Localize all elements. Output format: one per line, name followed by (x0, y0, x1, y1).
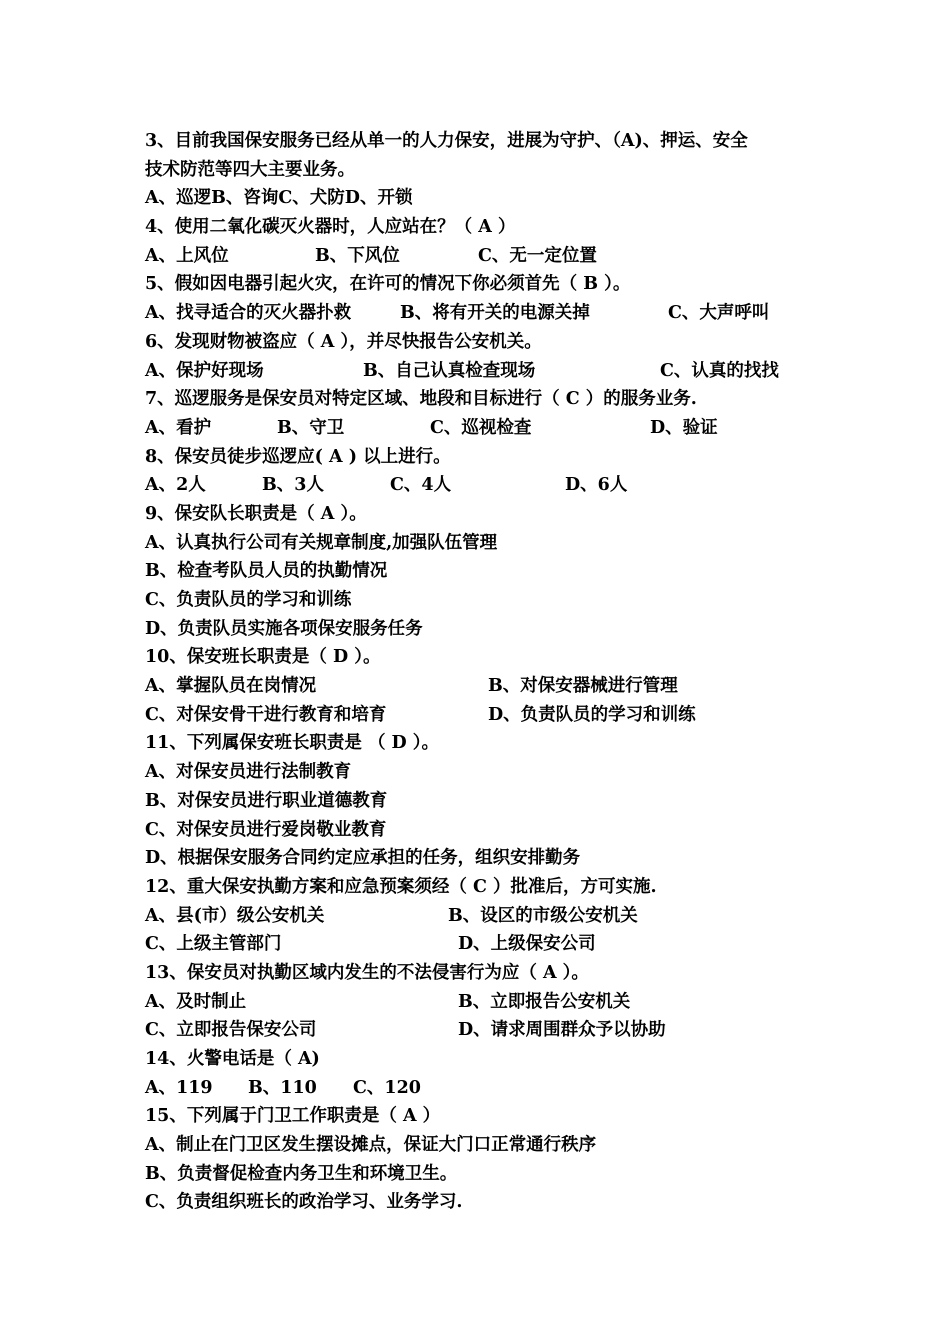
option-a: A、119 (145, 1077, 213, 1098)
question-14-options (145, 1074, 825, 1103)
option-c: C、立即报告保安公司 (145, 1020, 317, 1041)
option-text: B、负责督促检查内务卫生和环境卫生。 (145, 1163, 458, 1184)
question-15: 15、下列属于门卫工作职责是（ A ） (145, 1106, 441, 1127)
option-b: B、3人 (262, 475, 324, 496)
option-b: B、将有开关的电源关掉 (400, 303, 590, 324)
question-15-option-c (145, 1188, 825, 1217)
option-a: A、看护 (145, 417, 212, 438)
option-a: A、及时制止 (145, 991, 247, 1012)
option-b: B、对保安器械进行管理 (488, 676, 678, 697)
question-7: 7、巡逻服务是保安员对特定区域、地段和目标进行（ C ）的服务业务. (145, 389, 697, 410)
option-c: C、巡视检查 (430, 417, 532, 438)
question-15-option-b (145, 1160, 825, 1189)
option-text: A、认真执行公司有关规章制度,加强队伍管理 (145, 532, 498, 553)
option-c: C、无一定位置 (478, 245, 597, 266)
question-12-options-row-1 (145, 902, 825, 931)
question-13-options-row-1 (145, 988, 825, 1017)
question-15-option-a (145, 1131, 825, 1160)
question-5: 5、假如因电器引起火灾，在许可的情况下你必须首先（ B ）。 (145, 274, 631, 295)
option-text: A、制止在门卫区发生摆设摊点，保证大门口正常通行秩序 (145, 1135, 597, 1156)
option-d: D、请求周围群众予以协助 (458, 1020, 666, 1041)
option-d: D、上级保安公司 (458, 934, 596, 955)
option-text: B、检查考队员人员的执勤情况 (145, 561, 388, 582)
option-b: B、设区的市级公安机关 (448, 905, 638, 926)
option-text: A、对保安员进行法制教育 (145, 762, 352, 783)
question-9-option-b (145, 557, 825, 586)
question-11-option-d (145, 844, 825, 873)
question-9-option-c (145, 586, 825, 615)
question-8: 8、保安员徒步巡逻应( A ) 以上进行。 (145, 446, 451, 467)
option-b: B、自己认真检查现场 (363, 360, 536, 381)
question-11-option-c (145, 816, 825, 845)
option-text: D、负责队员实施各项保安服务任务 (145, 618, 423, 639)
question-9: 9、保安队长职责是（ A ）。 (145, 503, 367, 524)
option-text: A、巡逻B、咨询C、犬防D、开锁 (145, 188, 413, 209)
option-a: A、2人 (145, 475, 206, 496)
option-b: B、110 (248, 1077, 317, 1098)
question-6-options (145, 357, 825, 386)
question-list (145, 127, 825, 1217)
option-c: C、认真的找找 (660, 360, 779, 381)
option-a: A、县(市）级公安机关 (145, 905, 325, 926)
option-b: B、守卫 (277, 417, 345, 438)
question-10: 10、保安班长职责是（ D ）。 (145, 647, 381, 668)
option-d: D、负责队员的学习和训练 (488, 704, 696, 725)
option-d: D、6人 (565, 475, 628, 496)
question-11-option-a (145, 758, 825, 787)
question-4-options (145, 242, 825, 271)
question-12: 12、重大保安执勤方案和应急预案须经（ C ）批准后，方可实施. (145, 876, 657, 897)
question-4: 4、使用二氧化碳灭火器时，人应站在？（ A ） (145, 217, 516, 238)
question-3-line-2: 技术防范等四大主要业务。 (145, 159, 355, 180)
option-a: A、掌握队员在岗情况 (145, 676, 317, 697)
option-c: C、对保安骨干进行教育和培育 (145, 704, 387, 725)
question-11: 11、下列属保安班长职责是 （ D ）。 (145, 733, 440, 754)
question-9-option-a (145, 529, 825, 558)
question-5-options (145, 299, 825, 328)
question-10-options-row-1 (145, 672, 825, 701)
question-11-option-b (145, 787, 825, 816)
question-7-options (145, 414, 825, 443)
question-12-options-row-2 (145, 930, 825, 959)
option-text: D、根据保安服务合同约定应承担的任务，组织安排勤务 (145, 848, 581, 869)
option-c: C、上级主管部门 (145, 934, 282, 955)
question-13: 13、保安员对执勤区域内发生的不法侵害行为应（ A ）。 (145, 962, 589, 983)
option-b: B、立即报告公安机关 (458, 991, 631, 1012)
question-3-options (145, 184, 825, 213)
question-8-options (145, 471, 825, 500)
option-text: C、负责组织班长的政治学习、业务学习. (145, 1192, 463, 1213)
option-a: A、上风位 (145, 245, 229, 266)
option-a: A、保护好现场 (145, 360, 264, 381)
option-d: D、验证 (650, 417, 718, 438)
option-b: B、下风位 (315, 245, 400, 266)
option-text: C、负责队员的学习和训练 (145, 590, 352, 610)
option-a: A、找寻适合的灭火器扑救 (145, 303, 352, 324)
question-6: 6、发现财物被盗应（ A ），并尽快报告公安机关。 (145, 331, 542, 352)
option-text: C、对保安员进行爱岗敬业教育 (145, 819, 387, 840)
option-text: B、对保安员进行职业道德教育 (145, 790, 388, 811)
option-c: C、4人 (390, 475, 452, 496)
question-9-option-d (145, 615, 825, 644)
question-3-line-1: 3、目前我国保安服务已经从单一的人力保安，进展为守护、（A)、押运、安全 (145, 131, 748, 151)
question-14: 14、火警电话是（ A) (145, 1049, 320, 1069)
option-c: C、大声呼叫 (668, 303, 770, 324)
question-10-options-row-2 (145, 701, 825, 730)
option-c: C、120 (353, 1077, 421, 1098)
question-13-options-row-2 (145, 1016, 825, 1045)
